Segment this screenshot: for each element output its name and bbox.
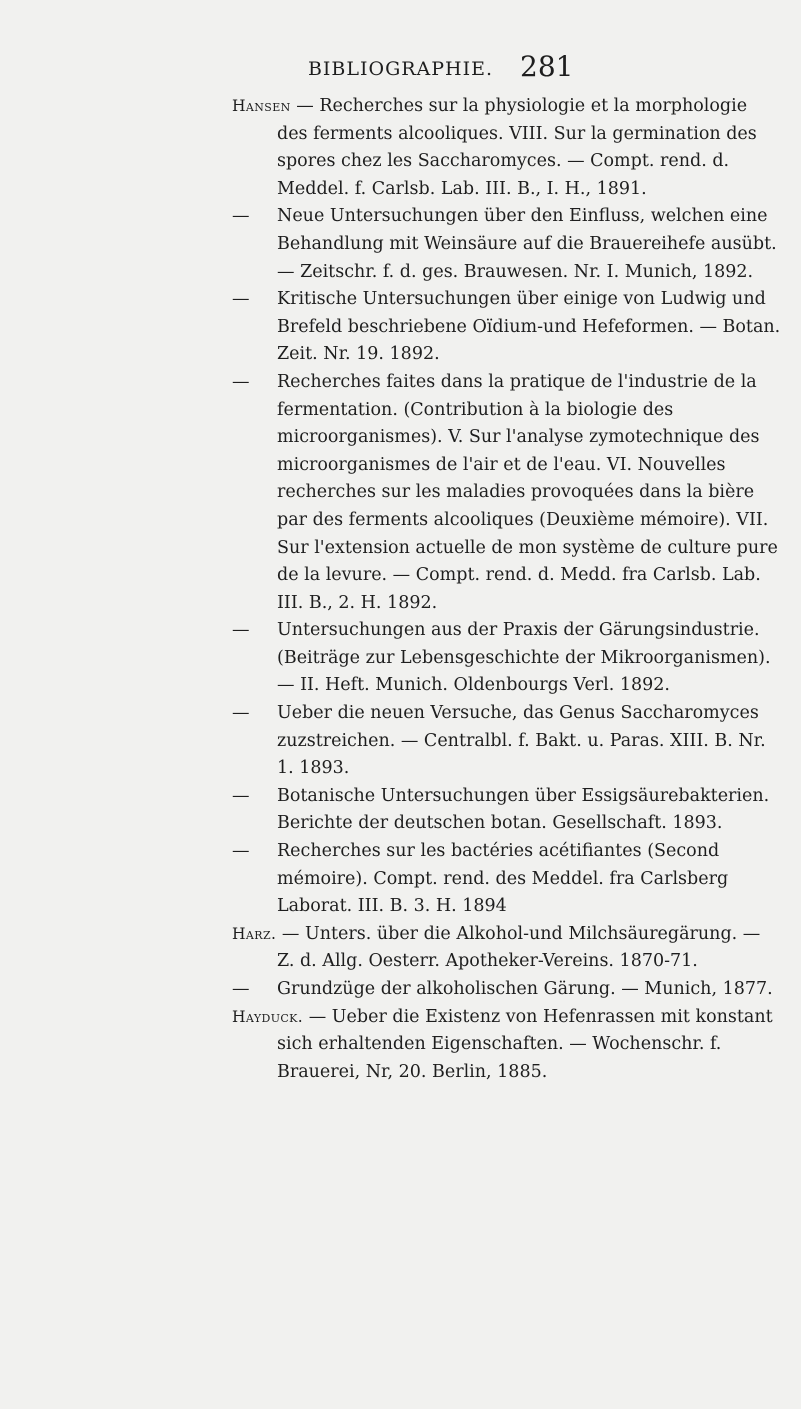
bibliography-entry — [232, 369, 782, 617]
author-name: Hayduck. — [232, 1007, 304, 1026]
ditto-dash: — — [232, 371, 250, 392]
entry-text: Botanische Untersuchungen über Essigsäurebakterien. Berichte der deutschen botan. Gesellschaft. 1893. — [277, 785, 770, 834]
bibliography-entry — [232, 617, 782, 700]
bibliography-entry — [232, 783, 782, 838]
entry-text: Untersuchungen aus der Praxis der Gärungsindustrie. (Beiträge zur Lebensgeschichte der Mikroorganismen). — II. Heft. Munich. Oldenbourgs Verl. 1892. — [277, 620, 771, 696]
page-number: 281 — [520, 50, 574, 83]
author-name: Harz. — [232, 924, 277, 943]
entry-text: Grundzüge der alkoholischen Gärung. — Munich, 1877. — [277, 979, 773, 999]
bibliography-entry — [232, 1004, 782, 1087]
entry-text: Recherches sur les bactéries acétifiantes (Second mémoire). Compt. rend. des Meddel. fra Carlsberg Laborat. III. B. 3. H. 1894 — [277, 841, 729, 917]
bibliography-entry — [232, 921, 782, 976]
ditto-dash: — — [232, 206, 250, 227]
page-header-title: BIBLIOGRAPHIE. — [307, 58, 494, 80]
bibliography-entry — [232, 203, 782, 286]
ditto-dash: — — [232, 841, 250, 862]
ditto-dash: — — [232, 289, 250, 310]
entry-text: Ueber die neuen Versuche, das Genus Saccharomyces zuzstreichen. — Centralbl. f. Bakt. u. Paras. XIII. B. Nr. 1. 1893. — [277, 703, 766, 779]
bibliography-entry — [232, 700, 782, 783]
entry-text: Recherches faites dans la pratique de l'industrie de la fermentation. (Contribution à la biologie des microorganismes). V. Sur l'analyse zymotechnique des microorganismes de l'air et de l'eau. VI. Nouvelles recherches sur les maladies provoquées dans la bière par des ferments alcooliques (Deuxième mémoire). VII. Sur l'extension actuelle de mon système de culture pure de la levure. — Compt. rend. d. Medd. fra Carlsb. Lab. III. B., 2. H. 1892. — [277, 371, 778, 613]
bibliography-entry — [232, 976, 782, 1004]
bibliography-list — [232, 93, 782, 1086]
ditto-dash: — — [232, 979, 250, 999]
author-name: Hansen — [232, 97, 291, 115]
entry-text: Neue Untersuchungen über den Einfluss, welchen eine Behandlung mit Weinsäure auf die Brauereihefe ausübt. — Zeitschr. f. d. ges. Brauwesen. Nr. I. Munich, 1892. — [277, 206, 777, 282]
bibliography-entry — [232, 286, 782, 369]
entry-text: — Unters. über die Alkohol-und Milchsäuregärung. — Z. d. Allg. Oesterr. Apotheker-Vereins. 1870-71. — [277, 923, 761, 972]
ditto-dash: — — [232, 620, 250, 641]
entry-text: Kritische Untersuchungen über einige von Ludwig und Brefeld beschriebene Oïdium-und Hefeformen. — Botan. Zeit. Nr. 19. 1892. — [277, 289, 781, 365]
ditto-dash: — — [232, 703, 250, 724]
entry-text: — Ueber die Existenz von Hefenrassen mit konstant sich erhaltenden Eigenschaften. — Wochenschr. f. Brauerei, Nr, 20. Berlin, 1885. — [277, 1006, 773, 1082]
bibliography-entry — [232, 93, 782, 203]
entry-text: — Recherches sur la physiologie et la morphologie des ferments alcooliques. VIII. Sur la germination des spores chez les Saccharomyces. — Compt. rend. d. Meddel. f. Carlsb. Lab. III. B., I. H., 1891. — [277, 96, 757, 199]
ditto-dash: — — [232, 785, 250, 806]
bibliography-entry — [232, 838, 782, 921]
